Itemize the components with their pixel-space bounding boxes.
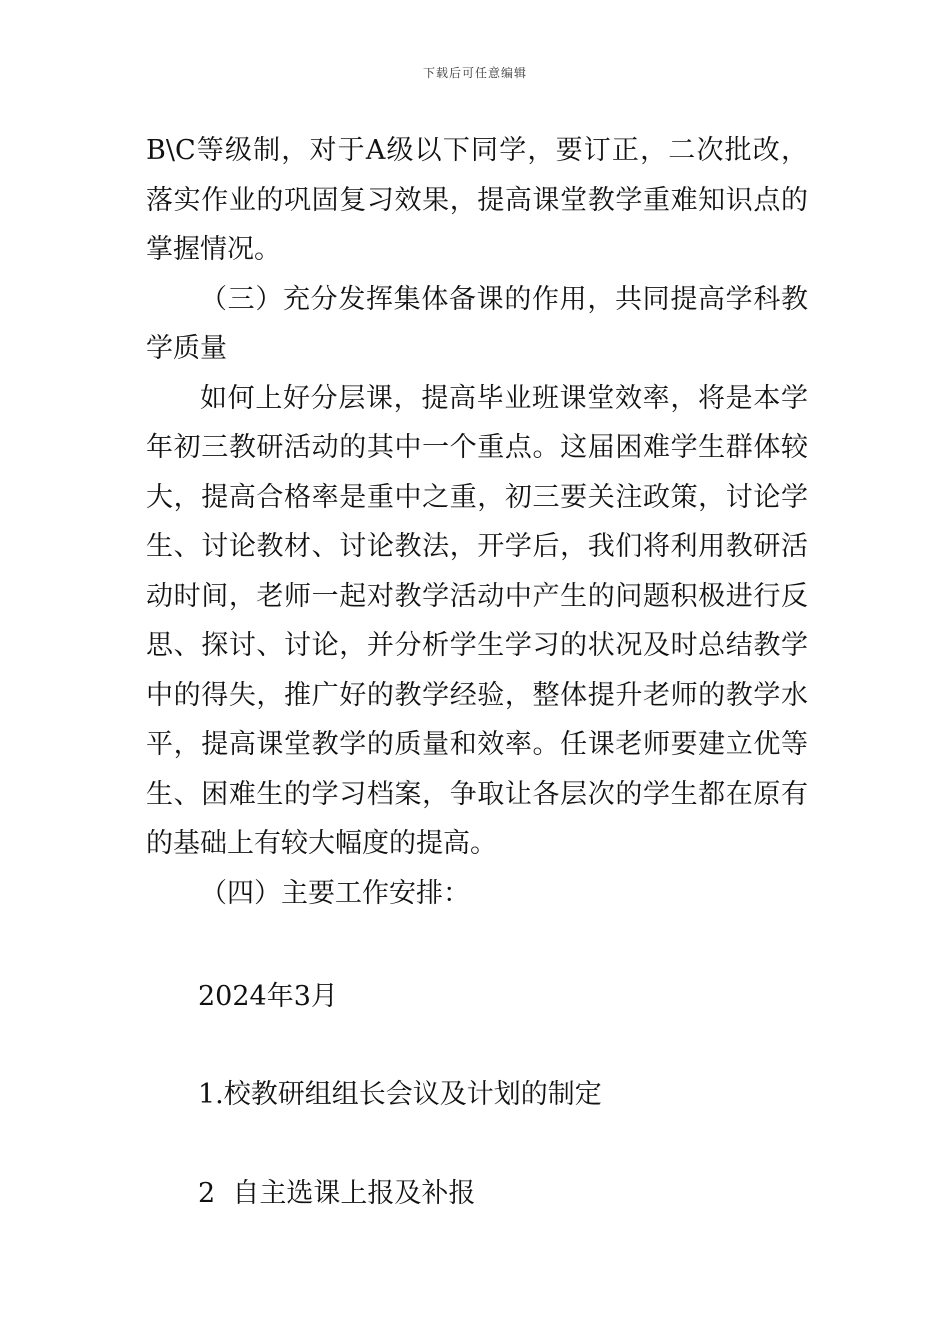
schedule-item-2: 2 自主选课上报及补报 <box>198 1178 476 1209</box>
schedule-item-1: 1.校教研组组长会议及计划的制定 <box>198 1079 602 1110</box>
section-heading-work-arrangement: （四）主要工作安排： <box>200 877 470 909</box>
document-body <box>146 126 808 918</box>
page-header: 下载后可任意编辑 <box>422 66 527 80</box>
schedule-date: 2024年3月 <box>198 981 338 1012</box>
paragraph-grading: B\C等级制，对于A级以下同学，要订正，二次批改，落实作业的巩固复习效果，提高课堂教学重难知识点的掌握情况。 <box>146 135 808 265</box>
section-heading-collective-lesson-prep: （三）充分发挥集体备课的作用，共同提高学科教学质量 <box>146 283 808 364</box>
paragraph-layered-teaching: 如何上好分层课，提高毕业班课堂效率，将是本学年初三教研活动的其中一个重点。这届困难学生群体较大，提高合格率是重中之重，初三要关注政策，讨论学生、讨论教材、讨论教法，开学后，我们将利用教研活动时间，老师一起对教学活动中产生的问题积极进行反思、探讨、讨论，并分析学生学习的状况及时总结教学中的得失，推广好的教学经验，整体提升老师的教学水平，提高课堂教学的质量和效率。任课老师要建立优等生、困难生的学习档案，争取让各层次的学生都在原有的基础上有较大幅度的提高。 <box>146 382 808 859</box>
